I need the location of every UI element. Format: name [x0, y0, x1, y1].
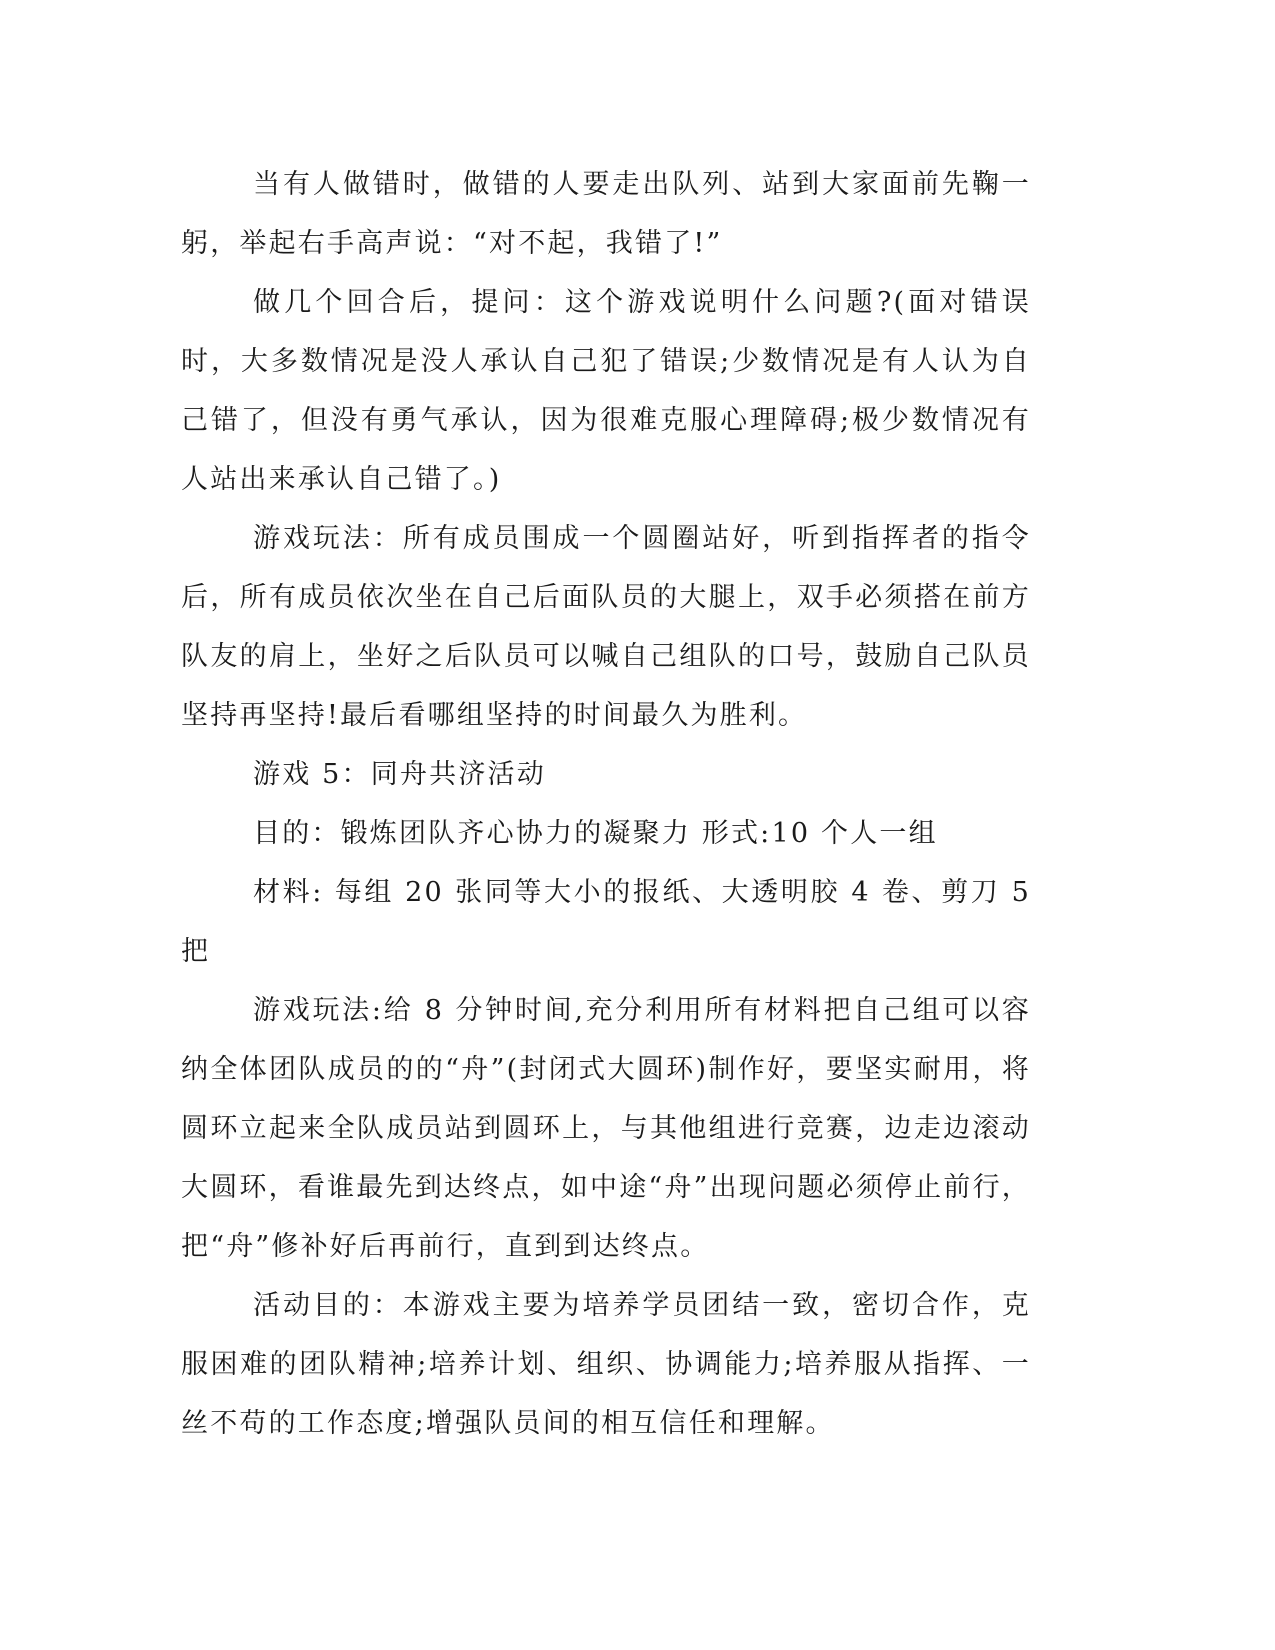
paragraph-activity-purpose: 活动目的：本游戏主要为培养学员团结一致，密切合作，克服困难的团队精神;培养计划、组织、协调能力;培养服从指挥、一丝不苟的工作态度;增强队员间的相互信任和理解。 — [181, 1290, 1031, 1439]
paragraph-apology-rule: 当有人做错时，做错的人要走出队列、站到大家面前先鞠一躬，举起右手高声说：“对不起，我错了!” — [181, 169, 1031, 259]
document-body — [181, 155, 1031, 1453]
paragraph-gameplay-circle: 游戏玩法：所有成员围成一个圆圈站好，听到指挥者的指令后，所有成员依次坐在自己后面队员的大腿上，双手必须搭在前方队友的肩上，坐好之后队员可以喊自己组队的口号，鼓励自己队员坚持再坚持!最后看哪组坚持的时间最久为胜利。 — [181, 523, 1031, 731]
paragraph-purpose-form: 目的：锻炼团队齐心协力的凝聚力 形式:10 个人一组 — [253, 818, 938, 849]
paragraph-game5-title: 游戏 5：同舟共济活动 — [253, 759, 546, 790]
paragraph-question: 做几个回合后，提问：这个游戏说明什么问题?(面对错误时，大多数情况是没人承认自己犯了错误;少数情况是有人认为自己错了，但没有勇气承认，因为很难克服心理障碍;极少数情况有人站出来承认自己错了。) — [181, 287, 1031, 495]
paragraph-materials: 材料: 每组 20 张同等大小的报纸、大透明胶 4 卷、剪刀 5 把 — [181, 877, 1031, 967]
paragraph-gameplay-boat: 游戏玩法:给 8 分钟时间,充分利用所有材料把自己组可以容纳全体团队成员的的“舟”(封闭式大圆环)制作好，要坚实耐用，将圆环立起来全队成员站到圆环上，与其他组进行竞赛，边走边滚动大圆环，看谁最先到达终点，如中途“舟”出现问题必须停止前行，把“舟”修补好后再前行，直到到达终点。 — [181, 995, 1031, 1262]
